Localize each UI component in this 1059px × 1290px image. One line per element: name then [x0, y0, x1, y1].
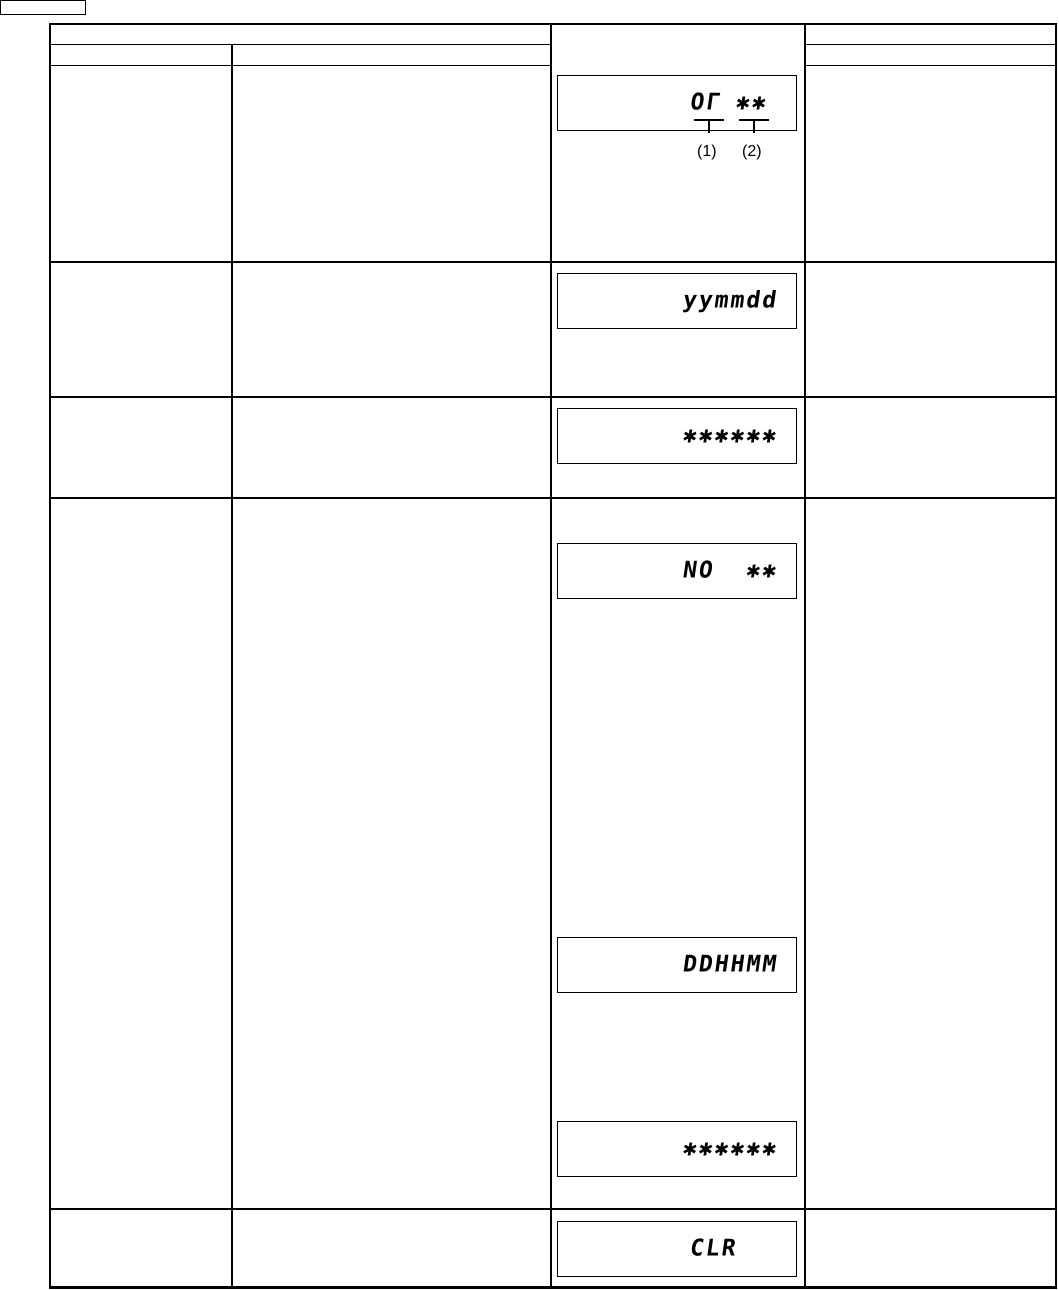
lcd-display-3: [557, 408, 797, 464]
table-bottom-border: [49, 1286, 1057, 1289]
callout-1-tick: [708, 121, 710, 133]
lcd-display-7: [557, 1221, 797, 1277]
lcd-display-7-text: CLR: [688, 1235, 740, 1262]
header-bottom-left: [49, 65, 551, 66]
lcd-display-4: [557, 543, 797, 599]
col-sep-3: [804, 23, 806, 1289]
col-sep-1: [231, 44, 233, 1289]
callout-2-label: (2): [742, 143, 762, 160]
lcd-display-6: [557, 1121, 797, 1177]
lcd-display-3-text: ✱✱✱✱✱✱: [681, 422, 780, 449]
callout-1-label: (1): [697, 143, 717, 160]
row-sep-1: [49, 261, 1057, 263]
lcd-display-5-text: DDHHMM: [681, 951, 780, 978]
lcd-display-4-text: NO ✱✱: [681, 557, 780, 584]
lcd-display-5: [557, 937, 797, 993]
lcd-display-2-text: yymmdd: [681, 287, 780, 314]
lcd-display-1-part2: ✱✱: [734, 89, 770, 116]
lcd-display-1-part1: OΓ: [688, 89, 725, 116]
header-sub-line-right: [805, 44, 1057, 45]
row-sep-4: [49, 1208, 1057, 1210]
table-top-border: [49, 23, 1057, 25]
row-sep-2: [49, 396, 1057, 398]
lcd-display-2: [557, 273, 797, 329]
lcd-display-1: [557, 75, 797, 131]
page-corner-label: [0, 0, 86, 15]
lcd-display-1-text: [622, 69, 772, 138]
lcd-display-6-text: ✱✱✱✱✱✱: [681, 1135, 780, 1162]
table-left-border: [49, 23, 51, 1289]
header-sub-line-left: [49, 44, 551, 45]
callout-2-tick: [753, 121, 755, 133]
col-sep-2: [550, 23, 552, 1289]
row-sep-3: [49, 497, 1057, 499]
header-bottom-right: [805, 65, 1057, 66]
table-right-border: [1055, 23, 1057, 1289]
